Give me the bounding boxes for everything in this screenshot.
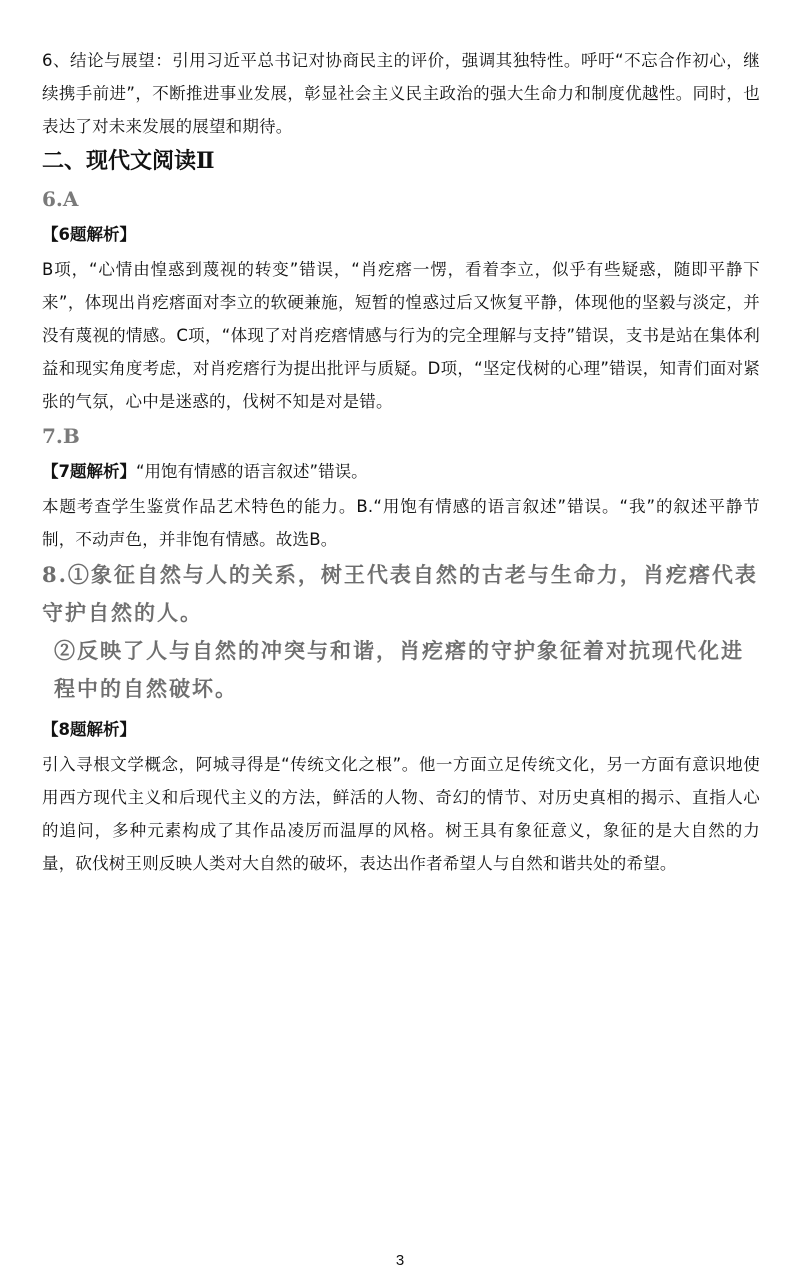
conclusion-paragraph: 6、结论与展望：引用习近平总书记对协商民主的评价，强调其独特性。呼吁“不忘合作初心，继续携手前进”，不断推进事业发展，彰显社会主义民主政治的强大生命力和制度优越性。同时，也表达了对未来发展的展望和期待。 xyxy=(42,51,760,136)
section-heading: 二、现代文阅读Ⅱ xyxy=(42,148,215,174)
q8-analysis: 引入寻根文学概念，阿城寻得是“传统文化之根”。他一方面立足传统文化，另一方面有意识地使用西方现代主义和后现代主义的方法，鲜活的人物、奇幻的情节、对历史真相的揭示、直指人心的追问，多种元素构成了其作品凌厉而温厚的风格。树王具有象征意义，象征的是大自然的力量，砍伐树王则反映人类对大自然的破坏，表达出作者希望人与自然和谐共处的希望。 xyxy=(42,755,760,873)
q6-analysis-tag: 【6题解析】 xyxy=(42,225,136,244)
q7-answer: 7.B xyxy=(42,424,80,448)
q7-analysis: 本题考查学生鉴赏作品艺术特色的能力。B.“用饱有情感的语言叙述”错误。“我”的叙述平静节制，不动声色，并非饱有情感。故选B。 xyxy=(42,497,760,549)
q8-answer-2: ②反映了人与自然的冲突与和谐，肖疙瘩的守护象征着对抗现代化进程中的自然破坏。 xyxy=(54,638,744,701)
q8-analysis-tag: 【8题解析】 xyxy=(42,720,136,739)
page-number: 3 xyxy=(395,1252,405,1269)
q7-tag-text: “用饱有情感的语言叙述”错误。 xyxy=(135,462,368,481)
q8-answer-1: 8.①象征自然与人的关系，树王代表自然的古老与生命力，肖疙瘩代表守护自然的人。 xyxy=(42,562,758,625)
q6-analysis: B项，“心情由惶惑到蔑视的转变”错误，“肖疙瘩一愣，看着李立，似乎有些疑惑，随即平静下来”，体现出肖疙瘩面对李立的软硬兼施，短暂的惶惑过后又恢复平静，体现他的坚毅与淡定，并没有蔑视的情感。C项，“体现了对肖疙瘩情感与行为的完全理解与支持”错误，支书是站在集体利益和现实角度考虑，对肖疙瘩行为提出批评与质疑。D项，“坚定伐树的心理”错误，知青们面对紧张的气氛，心中是迷惑的，伐树不知是对是错。 xyxy=(42,260,760,411)
q7-analysis-line xyxy=(42,454,760,490)
q7-analysis-tag: 【7题解析】 xyxy=(42,462,136,481)
document-page xyxy=(42,44,760,880)
q6-answer: 6.A xyxy=(42,187,79,211)
